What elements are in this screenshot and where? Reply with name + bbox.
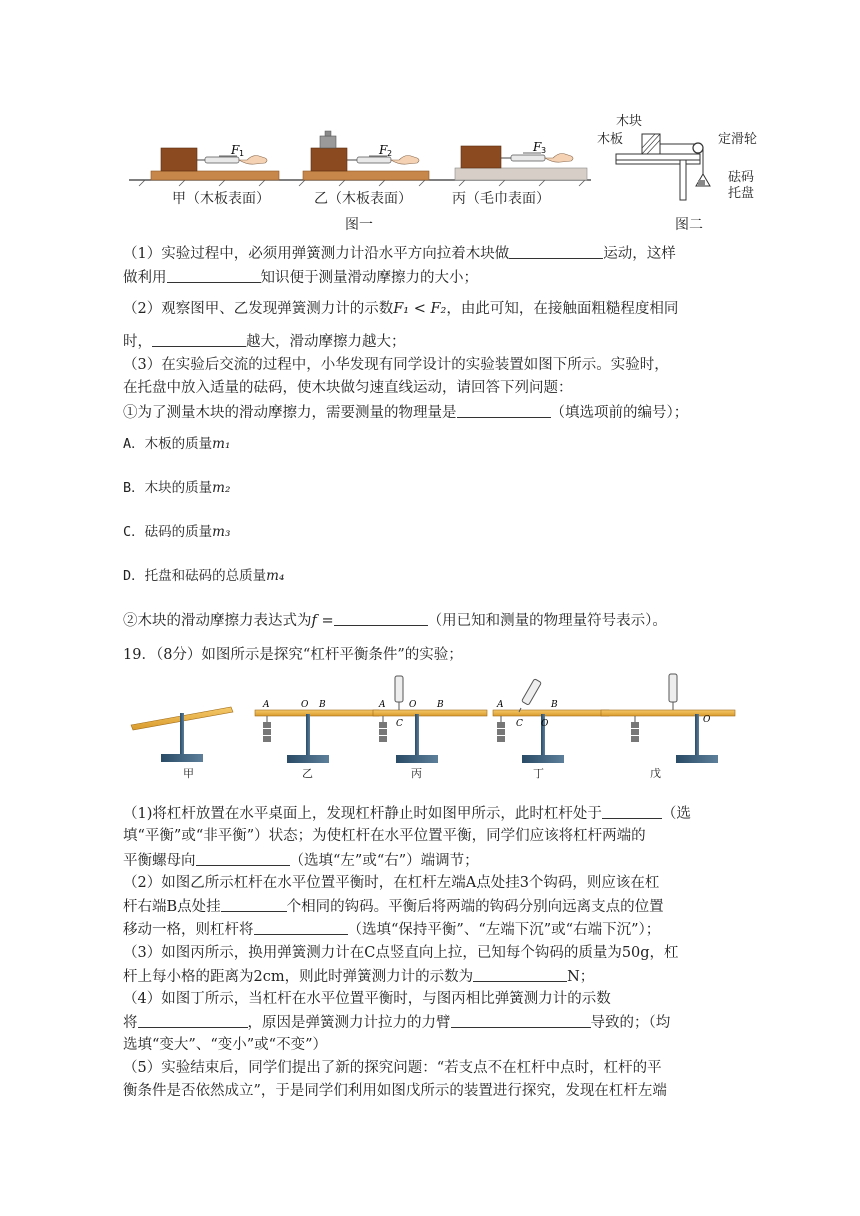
option-c[interactable]: C．砝码的质量m₃ bbox=[123, 524, 231, 540]
q19-line-11: 选填“变大”、“变小”或“不变”） bbox=[123, 1037, 327, 1053]
option-d[interactable]: D．托盘和砝码的总质量m₄ bbox=[123, 568, 285, 584]
svg-text:B: B bbox=[437, 700, 444, 710]
lever-bing bbox=[373, 676, 487, 763]
answer-blank[interactable] bbox=[334, 610, 428, 626]
svg-text:3: 3 bbox=[541, 146, 547, 155]
lever-ding bbox=[493, 679, 609, 763]
q19-heading: 19．（8分）如图所示是探究“杠杆平衡条件”的实验； bbox=[123, 647, 463, 663]
lever-jia bbox=[131, 707, 233, 762]
lever-label-wu: 戊 bbox=[650, 767, 661, 780]
svg-text:B: B bbox=[551, 700, 558, 710]
svg-text:C: C bbox=[396, 719, 403, 729]
q19-line-2: 填“平衡”或“非平衡”）状态；为使杠杆在水平位置平衡，同学们应该将杠杆两端的 bbox=[123, 828, 646, 844]
answer-blank[interactable] bbox=[138, 1012, 248, 1028]
q19-line-3: 平衡螺母向 （选填“左”或“右”）端调节； bbox=[123, 850, 479, 871]
block-bing bbox=[461, 146, 501, 168]
fig1-label-yi: 乙（木板表面） bbox=[314, 191, 412, 207]
svg-text:A: A bbox=[263, 700, 270, 710]
fig1-label-bing: 丙（毛巾表面） bbox=[452, 191, 550, 207]
q18-part1-line2: 做利用 知识便于测量滑动摩擦力的大小； bbox=[123, 267, 478, 288]
answer-blank[interactable] bbox=[451, 1012, 591, 1028]
fig2-label-weight: 砝码 bbox=[728, 170, 755, 185]
svg-text:2: 2 bbox=[387, 149, 393, 158]
figure-lever-setups bbox=[123, 668, 743, 778]
answer-blank[interactable] bbox=[221, 896, 287, 912]
option-a[interactable]: A．木板的质量m₁ bbox=[123, 436, 231, 452]
answer-blank[interactable] bbox=[509, 243, 603, 259]
fig2-caption: 图二 bbox=[675, 217, 703, 233]
answer-blank[interactable] bbox=[473, 966, 567, 982]
lever-label-bing: 丙 bbox=[411, 767, 422, 780]
q19-line-12: （5）实验结束后，同学们提出了新的探究问题：“若支点不在杠杆中点时，杠杆的平 bbox=[123, 1060, 662, 1076]
svg-text:1: 1 bbox=[239, 149, 245, 158]
q18-part3-line1: （3）在实验后交流的过程中，小华发现有同学设计的实验装置如图下所示。实验时， bbox=[123, 357, 669, 373]
svg-text:F: F bbox=[533, 140, 542, 154]
fig2-label-tray: 托盘 bbox=[728, 186, 755, 201]
q19-line-7: （3）如图丙所示，换用弹簧测力计在C点竖直向上拉，已知每个钩码的质量为50g，杠 bbox=[123, 945, 679, 961]
q19-line-5: 杆右端B点处挂 个相同的钩码。平衡后将两端的钩码分别向远离支点的位置 bbox=[123, 896, 664, 917]
block-jia bbox=[161, 148, 197, 171]
lever-wu bbox=[601, 674, 735, 763]
svg-text:C: C bbox=[516, 719, 523, 729]
lever-label-ding: 丁 bbox=[533, 767, 544, 780]
q18-part2-line2: 时， 越大，滑动摩擦力越大； bbox=[123, 331, 406, 352]
towel-bing bbox=[455, 168, 587, 180]
board-jia bbox=[151, 171, 279, 180]
board-yi bbox=[303, 171, 429, 180]
q19-line-13: 衡条件是否依然成立”，于是同学们利用如图戊所示的装置进行探究，发现在杠杆左端 bbox=[123, 1083, 667, 1099]
lever-label-jia: 甲 bbox=[183, 767, 194, 780]
answer-blank[interactable] bbox=[457, 402, 551, 418]
svg-text:B: B bbox=[319, 700, 326, 710]
svg-text:F: F bbox=[379, 143, 388, 157]
svg-text:O: O bbox=[703, 715, 711, 725]
fig2-label-pulley: 定滑轮 bbox=[718, 132, 758, 147]
answer-blank[interactable] bbox=[152, 331, 246, 347]
q19-line-1: （1)将杠杆放置在水平桌面上，发现杠杆静止时如图甲所示，此时杠杆处于 （选 bbox=[123, 803, 691, 824]
svg-text:F: F bbox=[231, 143, 240, 157]
q19-line-8: 杆上每小格的距离为2cm，则此时弹簧测力计的示数为 N； bbox=[123, 966, 594, 987]
svg-text:A: A bbox=[379, 700, 386, 710]
fig2-label-board: 木板 bbox=[597, 132, 624, 147]
block-yi bbox=[311, 148, 347, 171]
answer-blank[interactable] bbox=[167, 267, 261, 283]
lever-label-yi: 乙 bbox=[302, 767, 313, 780]
weight-yi bbox=[320, 136, 336, 148]
answer-blank[interactable] bbox=[602, 803, 662, 819]
svg-text:O: O bbox=[301, 700, 309, 710]
q19-line-9: （4）如图丁所示，当杠杆在水平位置平衡时，与图丙相比弹簧测力计的示数 bbox=[123, 991, 611, 1007]
svg-text:A: A bbox=[497, 700, 504, 710]
q18-part3-line2: 在托盘中放入适量的砝码，使木块做匀速直线运动，请回答下列问题： bbox=[123, 380, 573, 396]
q18-part1-line1: （1）实验过程中，必须用弹簧测力计沿水平方向拉着木块做 运动，这样 bbox=[123, 243, 676, 264]
answer-blank[interactable] bbox=[254, 919, 348, 935]
q19-line-4: （2）如图乙所示杠杆在水平位置平衡时，在杠杆左端A点处挂3个钩码，则应该在杠 bbox=[123, 875, 660, 891]
fig2-label-block: 木块 bbox=[616, 114, 643, 129]
fig1-label-jia: 甲（木板表面） bbox=[172, 191, 270, 207]
fig1-caption: 图一 bbox=[345, 217, 373, 233]
answer-blank[interactable] bbox=[196, 850, 290, 866]
q19-line-6: 移动一格，则杠杆将 （选填“保持平衡”、“左端下沉”或“右端下沉”）； bbox=[123, 919, 660, 940]
lever-yi bbox=[255, 700, 379, 763]
svg-text:O: O bbox=[409, 700, 417, 710]
svg-text:O: O bbox=[541, 719, 549, 729]
q19-line-10: 将 ，原因是弹簧测力计拉力的力臂 导致的；（均 bbox=[123, 1012, 670, 1033]
q18-part2-line1: （2）观察图甲、乙发现弹簧测力计的示数F₁ < F₂，由此可知，在接触面粗糙程度相同 bbox=[123, 301, 679, 317]
q18-part3-line3: ①为了测量木块的滑动摩擦力，需要测量的物理量是 （填选项前的编号）； bbox=[123, 402, 688, 423]
q18-part3-friction-expr: ②木块的滑动摩擦力表达式为f = （用已知和测量的物理量符号表示）。 bbox=[123, 610, 667, 631]
option-b[interactable]: B．木块的质量m₂ bbox=[123, 480, 231, 496]
